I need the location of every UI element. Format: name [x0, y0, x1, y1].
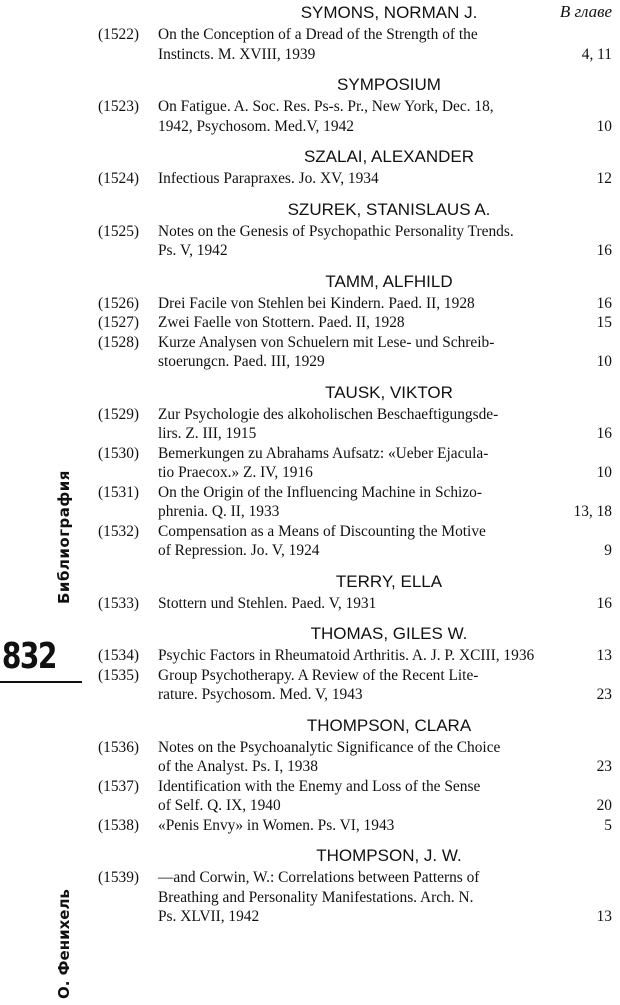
entry-citation [158, 868, 560, 927]
entry-number: (1524) [98, 170, 140, 187]
entry-number: (1527) [98, 314, 140, 331]
citation-line: 1942, Psychosom. Med.V, 1942 [158, 117, 354, 135]
citation-line: of Self. Q. IX, 1940 [158, 797, 281, 814]
citation-line: Notes on the Genesis of Psychopathic Personality Trends. [158, 222, 514, 240]
entry-citation [158, 169, 560, 189]
chapter-reference: 13 [596, 908, 612, 925]
citation-line: Notes on the Psychoanalytic Significance of the Choice [158, 738, 501, 756]
entry-citation [158, 405, 560, 444]
chapter-reference: 5 [604, 816, 612, 834]
chapter-reference: 23 [596, 686, 612, 703]
bibliography-entry [98, 666, 620, 705]
citation-line: —and Corwin, W.: Correlations between Patterns of [158, 869, 480, 886]
citation-line: of Repression. Jo. V, 1924 [158, 542, 320, 559]
chapter-reference: 10 [596, 353, 612, 370]
entry-number: (1532) [98, 522, 140, 540]
citation-line: Stottern und Stehlen. Paed. V, 1931 [158, 594, 377, 612]
group-spacer [98, 136, 620, 145]
citation-line: Ps. V, 1942 [158, 242, 228, 259]
group-spacer [98, 189, 620, 198]
citation-line: Zwei Faelle von Stottern. Paed. II, 1928 [158, 314, 405, 331]
citation-line: Breathing and Personality Manifestations. Arch. N. [158, 888, 474, 906]
entry-number: (1528) [98, 333, 140, 351]
citation-line: Instincts. M. XVIII, 1939 [158, 45, 316, 63]
citation-line: Ps. XLVII, 1942 [158, 908, 260, 925]
bibliography-entry [98, 333, 620, 372]
citation-line: lirs. Z. III, 1915 [158, 425, 257, 442]
author-heading: THOMPSON, J. W. [316, 846, 462, 865]
chapter-reference: 10 [596, 464, 612, 481]
entry-citation [158, 738, 560, 777]
page-sidebar [0, 0, 78, 1005]
author-heading: SZALAI, ALEXANDER [303, 147, 475, 166]
chapter-reference: 4, 11 [581, 45, 612, 63]
bibliography-entry [98, 25, 620, 64]
citation-line: On the Conception of a Dread of the Strength of the [158, 26, 478, 43]
bibliography-entry [98, 294, 620, 314]
bibliography-entry [98, 97, 620, 136]
entry-number: (1525) [98, 222, 140, 240]
author-heading: TAUSK, VIKTOR [325, 382, 453, 402]
chapter-reference: 13, 18 [573, 503, 612, 520]
entry-citation [158, 483, 560, 522]
entry-number: (1526) [98, 294, 140, 312]
citation-line: Zur Psychologie des alkoholischen Beschaeftigungsde- [158, 405, 499, 423]
entry-number: (1536) [98, 738, 140, 756]
bibliography-entry [98, 444, 620, 483]
citation-line: rature. Psychosom. Med. V, 1943 [158, 686, 363, 703]
author-heading: SZUREK, STANISLAUS A. [287, 199, 491, 219]
bibliography-entry [98, 222, 620, 261]
group-spacer [98, 927, 620, 936]
entry-number: (1535) [98, 666, 140, 684]
entry-citation [158, 594, 560, 614]
entry-citation [158, 313, 560, 333]
citation-line: phrenia. Q. II, 1933 [158, 503, 280, 520]
citation-line: Infectious Parapraxes. Jo. XV, 1934 [158, 170, 379, 187]
chapter-reference: 16 [596, 425, 612, 442]
citation-line: Drei Facile von Stehlen bei Kindern. Paed. II, 1928 [158, 294, 475, 312]
group-spacer [98, 705, 620, 714]
citation-line: of the Analyst. Ps. I, 1938 [158, 758, 318, 775]
author-heading: THOMPSON, CLARA [306, 715, 472, 735]
bibliography-entry [98, 777, 620, 816]
entry-number: (1523) [98, 98, 140, 115]
author-heading: TAMM, ALFHILD [325, 271, 453, 291]
entry-citation [158, 777, 560, 816]
citation-line: Psychic Factors in Rheumatoid Arthritis. A. J. P. XCIII, 1936 [158, 647, 535, 664]
entry-citation [158, 666, 560, 705]
group-spacer [98, 835, 620, 844]
chapter-reference: 10 [596, 117, 612, 135]
bibliography-entry [98, 405, 620, 444]
author-heading: SYMONS, NORMAN J. [300, 3, 478, 22]
bibliography-entry [98, 816, 620, 836]
bibliography-entry [98, 738, 620, 777]
chapter-reference: 23 [596, 758, 612, 775]
citation-line: Group Psychotherapy. A Review of the Recent Lite- [158, 666, 479, 684]
citation-line: On the Origin of the Influencing Machine in Schizo- [158, 483, 482, 501]
chapter-reference: 15 [596, 314, 612, 331]
chapter-reference: 16 [596, 242, 612, 259]
chapter-reference: 16 [596, 594, 612, 612]
entry-number: (1539) [98, 869, 140, 886]
entry-citation [158, 816, 560, 836]
citation-line: «Penis Envy» in Women. Ps. VI, 1943 [158, 816, 395, 834]
chapter-reference: 13 [596, 647, 612, 664]
author-heading: TERRY, ELLA [335, 571, 443, 591]
bibliography-entry [98, 646, 620, 666]
citation-line: Compensation as a Means of Discounting the Motive [158, 522, 486, 540]
chapter-reference: 9 [604, 542, 612, 559]
citation-line: tio Praecox.» Z. IV, 1916 [158, 464, 313, 481]
entry-citation [158, 222, 560, 261]
bibliography-entry [98, 313, 620, 333]
bibliography-entry [98, 594, 620, 614]
chapter-reference: 20 [596, 797, 612, 814]
bibliography-entry [98, 868, 620, 927]
chapter-reference: 12 [596, 170, 612, 187]
entry-citation [158, 444, 560, 483]
bibliography-entry [98, 483, 620, 522]
entry-number: (1538) [98, 816, 140, 834]
citation-line: stoerungcn. Paed. III, 1929 [158, 353, 325, 370]
citation-line: Identification with the Enemy and Loss of the Sense [158, 777, 481, 795]
group-spacer [98, 613, 620, 622]
entry-number: (1537) [98, 777, 140, 795]
entry-number: (1530) [98, 444, 140, 462]
entry-citation [158, 97, 560, 136]
book-author-label: О. Фенихель [55, 889, 73, 999]
page-number: 832 [1, 636, 56, 677]
group-spacer [98, 561, 620, 570]
bibliography-entry [98, 169, 620, 189]
section-label: Библиография [55, 470, 73, 604]
entry-citation [158, 646, 560, 666]
group-spacer [98, 372, 620, 381]
entry-citation [158, 522, 560, 561]
bibliography-entry [98, 522, 620, 561]
author-heading: SYMPOSIUM [337, 75, 441, 94]
entry-number: (1533) [98, 594, 140, 612]
page-number-rule [0, 681, 82, 683]
group-spacer [98, 64, 620, 73]
entry-number: (1531) [98, 483, 140, 501]
entry-citation [158, 294, 560, 314]
chapter-reference: 16 [596, 294, 612, 312]
entry-number: (1529) [98, 405, 140, 423]
entry-citation [158, 333, 560, 372]
entry-number: (1522) [98, 26, 140, 43]
group-spacer [98, 261, 620, 270]
citation-line: Kurze Analysen von Schuelern mit Lese- und Schreib- [158, 333, 495, 351]
bibliography-list [98, 0, 620, 936]
entry-number: (1534) [98, 647, 140, 664]
author-heading: THOMAS, GILES W. [310, 624, 468, 643]
citation-line: Bemerkungen zu Abrahams Aufsatz: «Ueber Ejacula- [158, 444, 489, 462]
citation-line: On Fatigue. A. Soc. Res. Ps-s. Pr., New York, Dec. 18, [158, 98, 494, 115]
chapter-column-label: В главе [559, 2, 612, 21]
entry-citation [158, 25, 560, 64]
